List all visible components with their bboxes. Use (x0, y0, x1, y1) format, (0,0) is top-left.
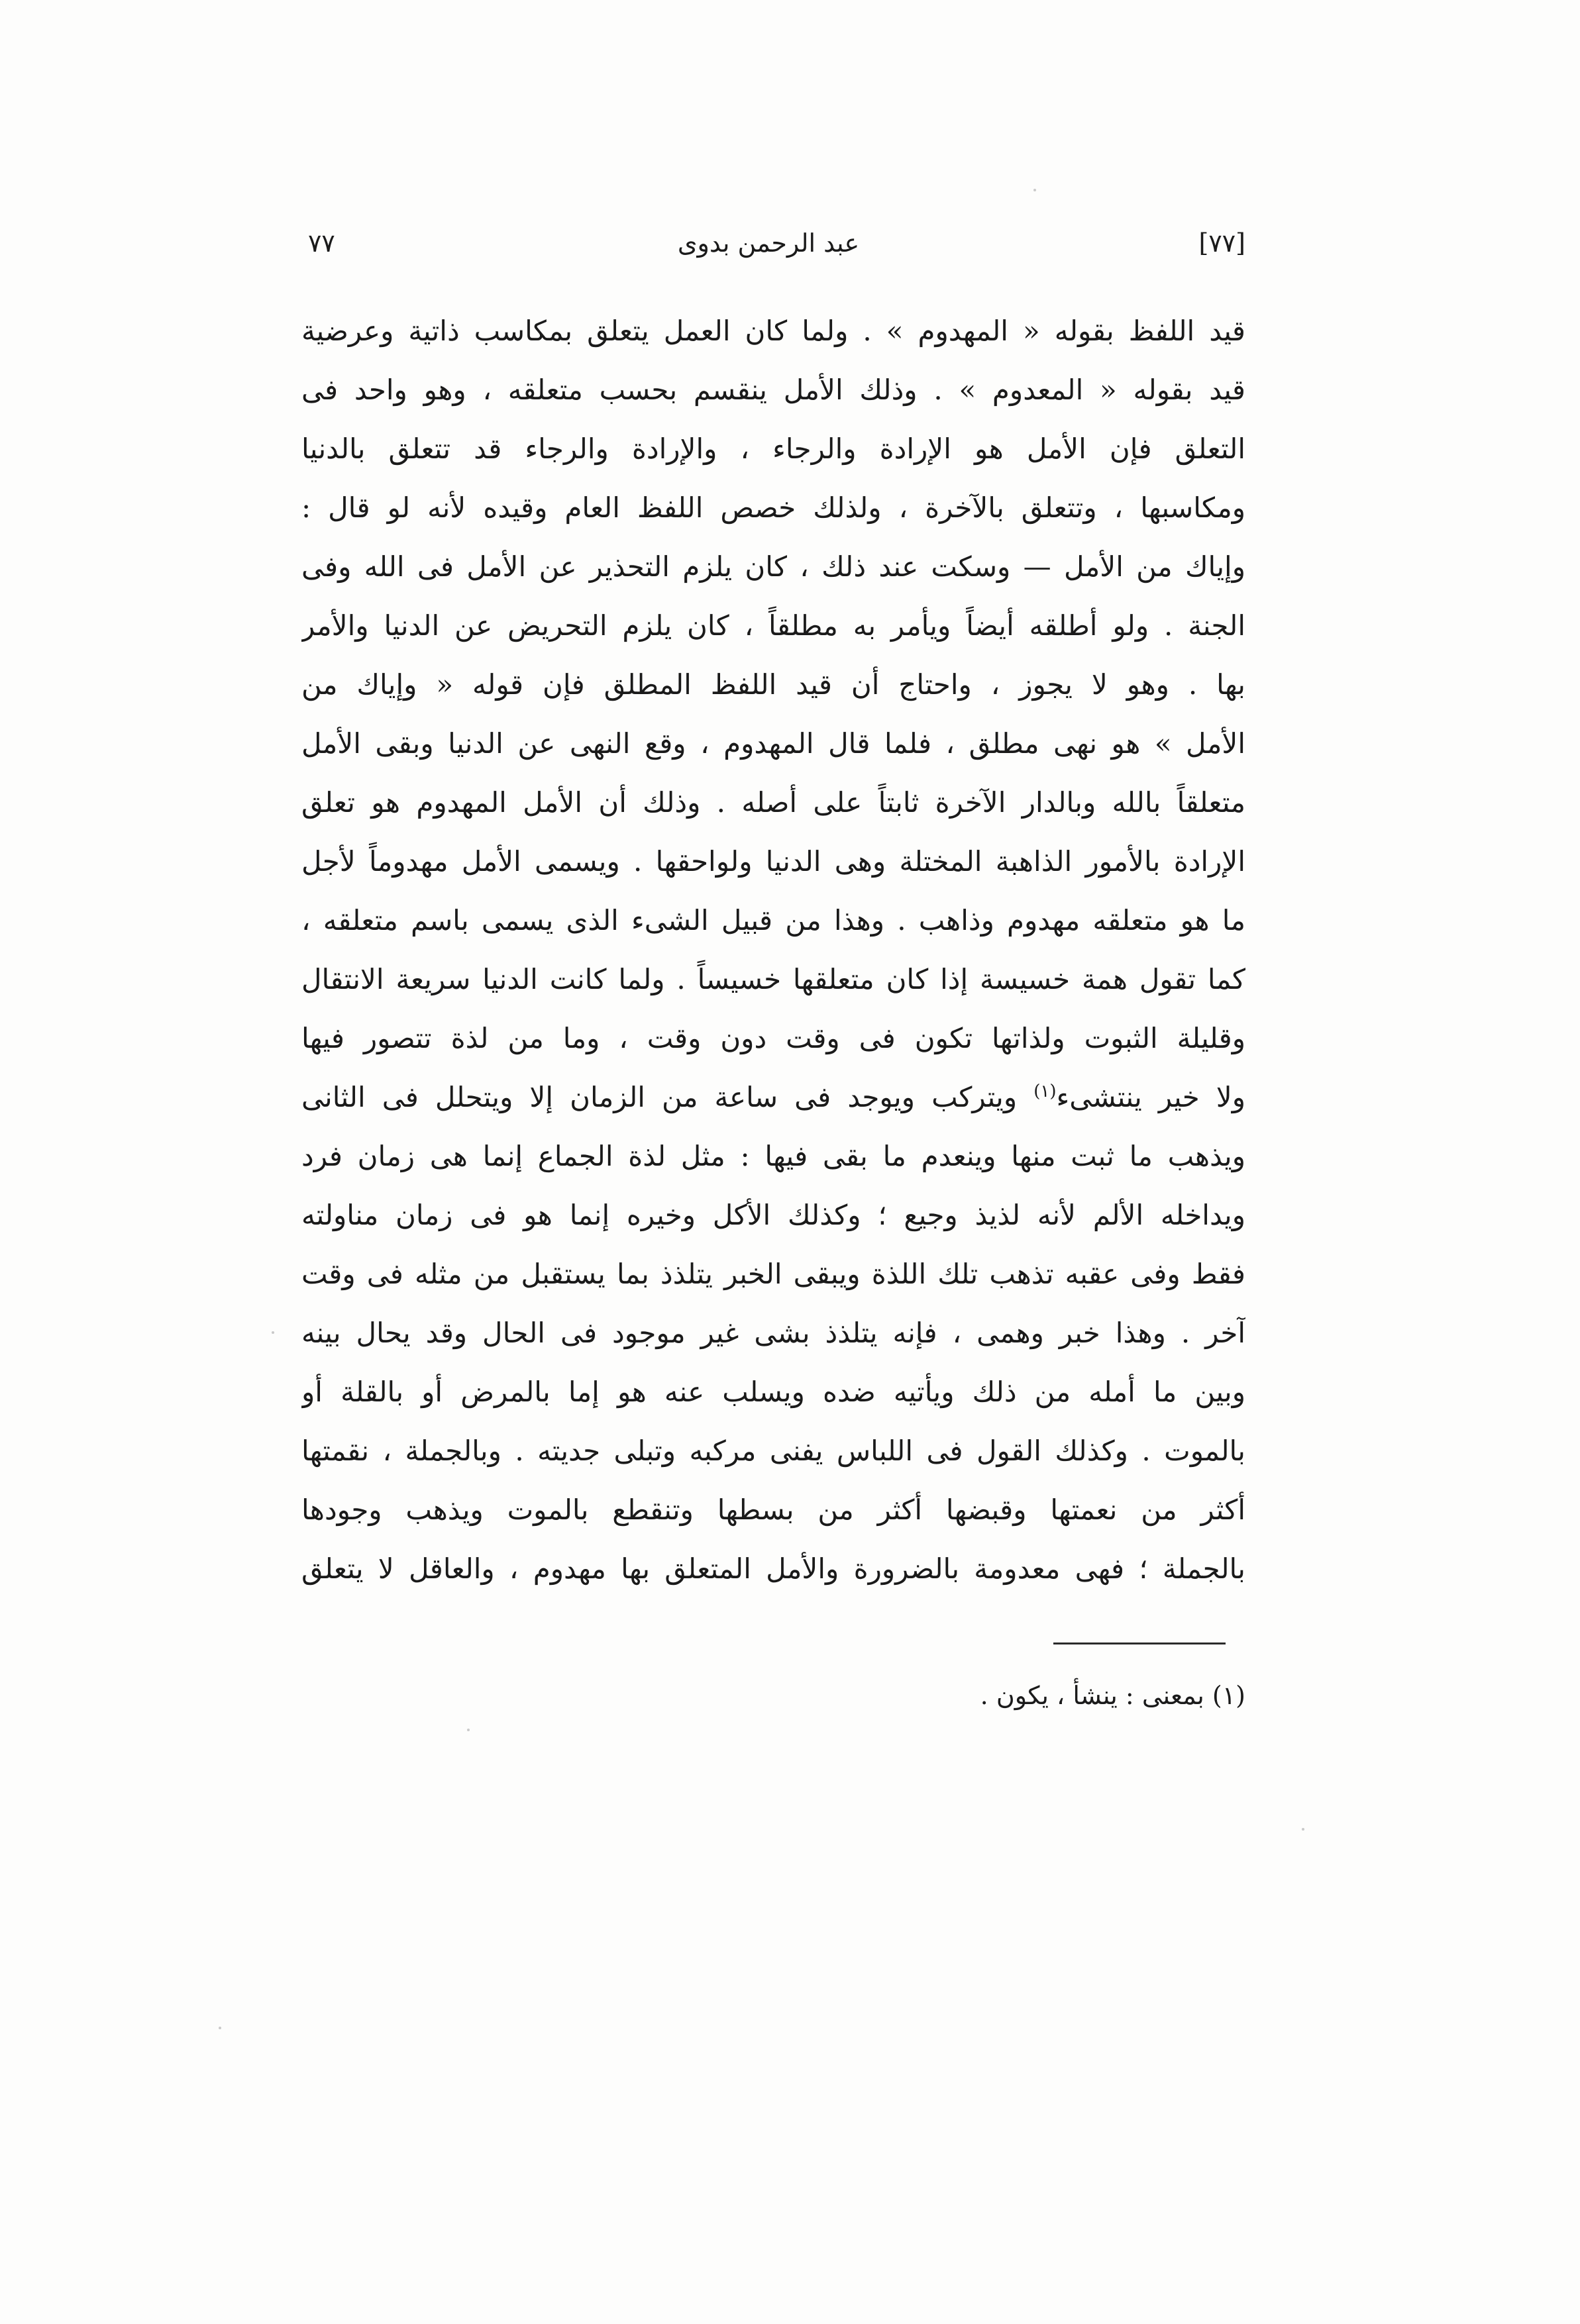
page-number-right: [٧٧] (1198, 228, 1245, 258)
text-line: وقليلة الثبوت ولذاتها تكون فى وقت دون وقت ، وما من لذة تتصور فيها (301, 1022, 1245, 1054)
footnote-divider (1053, 1642, 1226, 1644)
body-text (301, 301, 1245, 1598)
scan-speck (219, 2027, 221, 2029)
text-line: الأمل » هو نهى مطلق ، فلما قال المهدوم ، وقع النهى عن الدنيا وبقى الأمل (301, 727, 1245, 760)
text-line: ما هو متعلقه مهدوم وذاهب . وهذا من قبيل الشىء الذى يسمى باسم متعلقه ، (301, 904, 1245, 936)
text-line: التعلق فإن الأمل هو الإرادة والرجاء ، والإرادة والرجاء قد تتعلق بالدنيا (301, 432, 1245, 465)
text-line: الجنة . ولو أطلقه أيضاً ويأمر به مطلقاً ، كان يلزم التحريض عن الدنيا والأمر (301, 609, 1245, 642)
text-line: وإياك من الأمل — وسكت عند ذلك ، كان يلزم التحذير عن الأمل فى الله وفى (301, 550, 1245, 583)
text-line: ويذهب ما ثبت منها وينعدم ما بقى فيها : مثل لذة الجماع إنما هى زمان فرد (301, 1140, 1245, 1172)
text-line: قيد بقوله « المعدوم » . وذلك الأمل ينقسم بحسب متعلقه ، وهو واحد فى (301, 374, 1245, 406)
text-line: بالموت . وكذلك القول فى اللباس يفنى مركبه وتبلى جديته . وبالجملة ، نقمتها (301, 1435, 1245, 1467)
footnote-reference: (١) (1033, 1082, 1057, 1101)
text-line: بالجملة ؛ فهى معدومة بالضرورة والأمل المتعلق بها مهدوم ، والعاقل لا يتعلق (301, 1552, 1245, 1585)
page-number-left: ٧٧ (308, 228, 335, 258)
scan-speck (272, 1331, 274, 1334)
text-line-with-footnote-ref (301, 1068, 1245, 1127)
page-header (291, 228, 1245, 275)
text-line: قيد اللفظ بقوله « المهدوم » . ولما كان العمل يتعلق بمكاسب ذاتية وعرضية (301, 315, 1245, 347)
text-line: ومكاسبها ، وتتعلق بالآخرة ، ولذلك خصص اللفظ العام وقيده لأنه لو قال : (301, 491, 1245, 524)
text-line: كما تقول همة خسيسة إذا كان متعلقها خسيساً . ولما كانت الدنيا سريعة الانتقال (301, 963, 1245, 995)
scan-speck (1033, 189, 1036, 191)
running-title: عبد الرحمن بدوى (677, 228, 860, 258)
text-line: وبين ما أمله من ذلك ويأتيه ضده ويسلب عنه هو إما بالمرض أو بالقلة أو (301, 1376, 1245, 1408)
text-segment: ويتركب ويوجد فى ساعة من الزمان إلا ويتحلل فى الثانى (301, 1081, 1034, 1113)
text-line: فقط وفى عقبه تذهب تلك اللذة ويبقى الخبر يتلذذ بما يستقبل من مثله فى وقت (301, 1258, 1245, 1290)
text-segment: ولا خير ينتشىء (1056, 1081, 1245, 1113)
text-line: متعلقاً بالله وبالدار الآخرة ثابتاً على أصله . وذلك أن الأمل المهدوم هو تعلق (301, 786, 1245, 819)
text-line: أكثر من نعمتها وقبضها أكثر من بسطها وتنقطع بالموت ويذهب وجودها (301, 1493, 1245, 1526)
footnote: (١) بمعنى : ينشأ ، يكون . (980, 1681, 1245, 1710)
scan-speck (1302, 1828, 1304, 1831)
text-line: الإرادة بالأمور الذاهبة المختلة وهى الدنيا ولواحقها . ويسمى الأمل مهدوماً لأجل (301, 845, 1245, 878)
text-line: آخر . وهذا خبر وهمى ، فإنه يتلذذ بشى غير موجود فى الحال وقد يحال بينه (301, 1317, 1245, 1349)
text-line: ويداخله الألم لأنه لذيذ وجيع ؛ وكذلك الأكل وخيره إنما هو فى زمان مناولته (301, 1199, 1245, 1231)
scan-speck (467, 1729, 470, 1731)
text-line: بها . وهو لا يجوز ، واحتاج أن قيد اللفظ المطلق فإن قوله « وإياك من (301, 668, 1245, 701)
